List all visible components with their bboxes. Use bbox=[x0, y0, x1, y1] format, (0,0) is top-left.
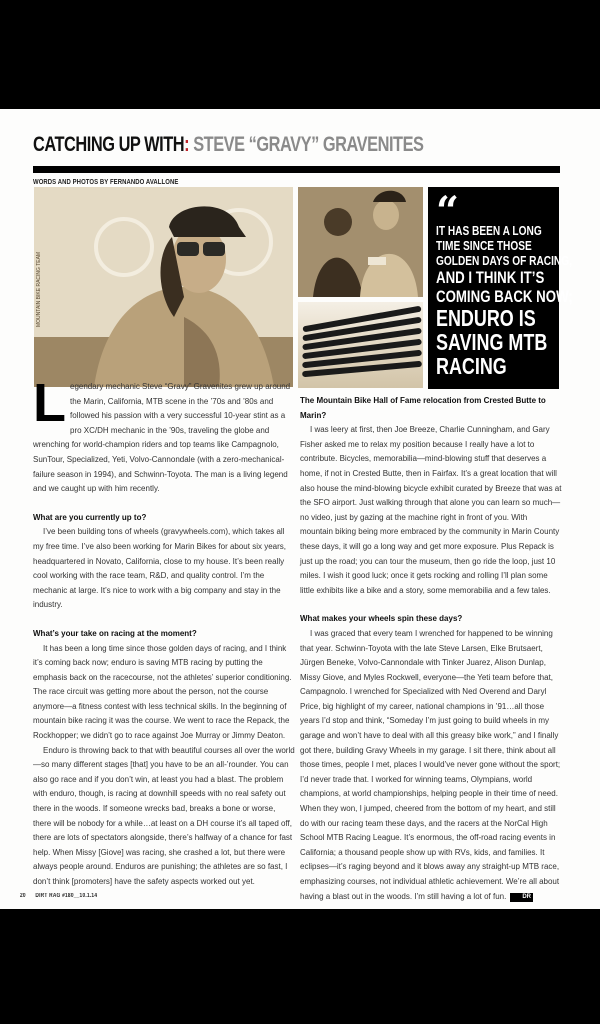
answer-paragraph: It has been a long time since those golden days of racing, and I think it’s coming back now; enduro is saving MTB racing by putting the emphasis back on the racecourse, not the athletes’ superior conditioning. The race circuit was getting more about the person, not the course anymore—a fitness contest with less technical skills. In the beginning of mountain bike racing it was the course. We went to race the Repack, the Rockhopper; we didn’t go to race against Joe Murray or Jimmy Deaton. bbox=[33, 643, 292, 741]
pull-quote-line: ENDURO IS bbox=[436, 305, 536, 331]
mechanics-illustration-icon bbox=[298, 187, 423, 297]
question-heading: What makes your wheels spin these days? bbox=[300, 614, 463, 624]
photo-portrait bbox=[34, 187, 293, 387]
article-title bbox=[33, 132, 423, 158]
drop-cap: L bbox=[33, 373, 66, 433]
pull-quote-line: SAVING MTB bbox=[436, 329, 548, 355]
pull-quote-line: RACING bbox=[436, 353, 507, 379]
text-column-left bbox=[33, 373, 295, 890]
quote-mark-icon: “ bbox=[436, 188, 460, 235]
portrait-illustration-icon bbox=[34, 187, 293, 387]
pull-quote-line: IT HAS BEEN A LONG bbox=[436, 223, 542, 238]
photo-mechanics-working bbox=[298, 187, 423, 297]
answer-paragraph: I was leery at first, then Joe Breeze, Charlie Cunningham, and Gary Fisher asked me to relax my position because I really have a lot to contribute. Bicycles, memorabilia—mind-blowing stuff that deserves a home, if not in Crested Butte, then in Fairfax. It’s a great location that will also house the mind-blowing bicycle exhibit curated by Breeze that was at the SFO airport. Just walking through that alone you can learn so much—no video, just by gazing at the machine right in front of you. With mountain biking being more embraced by the community in Marin County these days, it will go a long way and get more exposure. Plus Repack is just up the road; you can tour the museum, then go ride the loop, just 10 miles. I wish it good luck; once it gets rocking and rolling I’ll plan some little exhibits like a bike and a story, some memorabilia and a few tales. bbox=[300, 425, 562, 595]
title-lead: CATCHING UP WITH bbox=[33, 133, 185, 156]
title-colon: : bbox=[184, 133, 190, 156]
issue-info: DIRT RAG #180__10.1.14 bbox=[35, 893, 98, 899]
pull-quote-line: TIME SINCE THOSE bbox=[436, 238, 532, 253]
answer-paragraph: I’ve been building tons of wheels (gravywheels.com), which takes all my free time. I’ve also been working for Marin Bikes for about six years, headquartered in Novato, California, close to my house. It’s been really cool working with the race team, R&D, and quality control. I’m the mechanic at large. It’s nice to work with a big company and stay in the industry. bbox=[33, 527, 286, 610]
intro-paragraph bbox=[33, 373, 295, 497]
svg-text:MOUNTAIN BIKE RACING TEAM: MOUNTAIN BIKE RACING TEAM bbox=[36, 251, 42, 327]
photo-wheel-rims bbox=[298, 302, 423, 388]
text-column-right bbox=[300, 380, 562, 904]
intro-text: egendary mechanic Steve “Gravy” Gravenites grew up around the Marin, California, MTB scene in the ’70s and ’80s and followed his passion with a very successful 10-year stint as a pro XC/DH mechanic in the ’90s, traveling the globe and wrenching for world-champion riders and top teams like Campagnolo, SunTour, Specialized, Yeti, Volvo-Cannondale (with a zero-mechanical-failure season in 1994), and Schwinn-Toyota. The man is a living legend and we caught up with him recently. bbox=[33, 382, 291, 494]
page-number: 20 bbox=[20, 893, 26, 899]
page-footer bbox=[20, 893, 97, 899]
question-heading: What are you currently up to? bbox=[33, 512, 147, 522]
question-heading: What’s your take on racing at the moment? bbox=[33, 628, 197, 638]
answer-text: I was graced that every team I wrenched for happened to be winning that year. Schwinn-Toyota with the late Steve Larsen, Elke Brutsaert, Jürgen Beneke, Volvo-Cannondale with Tinker Juarez, Alison Dunlap, Missy Giove, and Myles Rockwell, everyone—the Yeti team before that, Campagnolo. I wrenched for Specialized with Ned Overend and Daryl Price, big highlight of my career, national champions in ’91…all those years I’d stop and think, “Someday I’m just going to build wheels in my garage and won’t have to deal with all this greasy bike work,” and I finally got there, building Gravy Wheels in my garage. I sit there, think about all those times, people I met, places I would’ve never gone without the sport; I’d never trade that. I worked for winning teams, Olympians, world champions, at world championships, helping people in their time of need. When they won, I jumped, cheered from the bottom of my heart, and still do with our racing team these days, and the racers at the NorCal High School MTB Racing League. It’s enormous, the off-road racing events in California; a thousand people show up with RVs, kids, and families. It eclipses—it’s raging beyond and it blows away any straight-up MTB race, emphasizing courses, not individual athletic achievement. We’re all about having a blast out in the woods. I’m still having a lot of fun. bbox=[300, 628, 561, 901]
title-subject-name: STEVE “GRAVY” GRAVENITES bbox=[189, 133, 424, 156]
question-heading: The Mountain Bike Hall of Fame relocation from Crested Butte to Marin? bbox=[300, 396, 546, 420]
pull-quote bbox=[428, 187, 573, 389]
title-rule-divider bbox=[33, 166, 560, 173]
answer-paragraph bbox=[300, 627, 562, 904]
pull-quote-line: COMING BACK NOW; bbox=[436, 287, 573, 306]
pull-quote-line: GOLDEN DAYS OF RACING, bbox=[436, 253, 572, 268]
end-mark-icon: DR bbox=[510, 893, 533, 902]
answer-paragraph: Enduro is throwing back to that with beautiful courses all over the world—so many different stages [that] you have to be an all-’rounder. You can also go race and if you don’t win, at least you had a blast. The problem with enduro, though, is racing at downhill speeds with no real safety out there in the woods. If someone wrecks bad, breaks a bone or worse, there will be nobody for a while…at least on a DH course it’s all taped off, there are lots of spectators alongside, there’s halfway of a chance for fast help. When Missy [Giove] was racing, she crashed a lot, but there were always people around. Enduros are punishing; the athletes are so fast, I don’t think [promoters] have the safety aspects worked out yet. bbox=[33, 745, 295, 886]
pull-quote-line: AND I THINK IT’S bbox=[436, 268, 545, 287]
byline: WORDS AND PHOTOS BY FERNANDO AVALLONE bbox=[33, 179, 179, 186]
magazine-page bbox=[0, 109, 600, 909]
